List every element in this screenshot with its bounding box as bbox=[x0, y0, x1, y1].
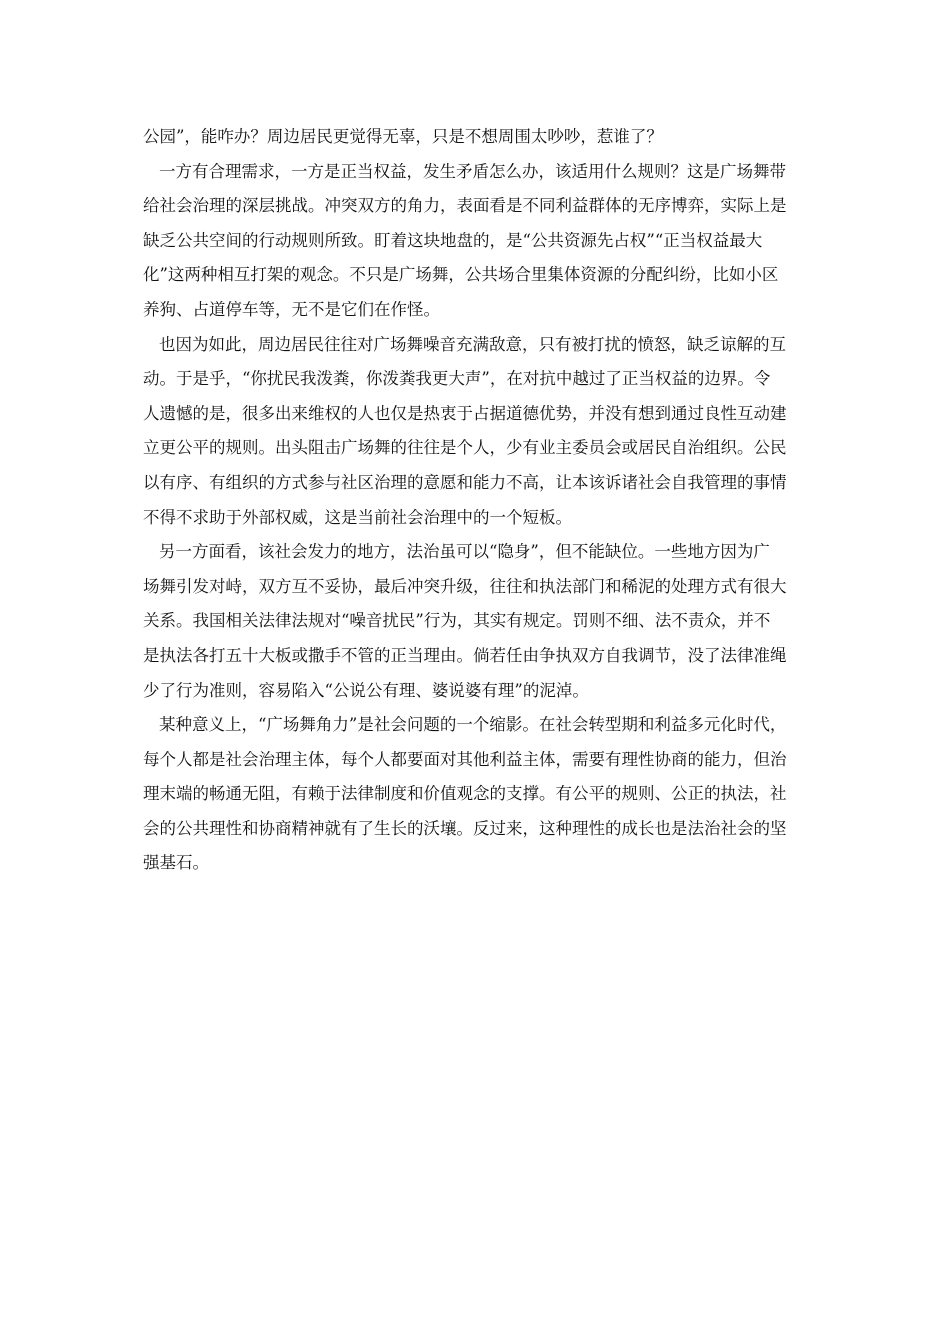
text-line: 以有序、有组织的方式参与社区治理的意愿和能力不高，让本该诉诸社会自我管理的事情 bbox=[143, 472, 787, 492]
paragraph-first-line: 另一方面看，该社会发力的地方，法治虽可以“隐身”，但不能缺位。一些地方因为广 bbox=[159, 542, 770, 562]
text-line: 公园”，能咋办？周边居民更觉得无辜，只是不想周围太吵吵，惹谁了？ bbox=[143, 127, 663, 146]
text-line: 关系。我国相关法律法规对“噪音扰民”行为，其实有规定。罚则不细、法不责众，并不 bbox=[143, 611, 771, 631]
text-line: 每个人都是社会治理主体，每个人都要面对其他利益主体，需要有理性协商的能力，但治 bbox=[143, 749, 787, 769]
paragraph-first-line: 某种意义上，“广场舞角力”是社会问题的一个缩影。在社会转型期和利益多元化时代， bbox=[159, 715, 787, 735]
paragraph-first-line: 也因为如此，周边居民往往对广场舞噪音充满敌意，只有被打扰的愤怒，缺乏谅解的互 bbox=[159, 334, 786, 354]
text-line: 会的公共理性和协商精神就有了生长的沃壤。反过来，这种理性的成长也是法治社会的坚 bbox=[143, 818, 787, 838]
text-line: 人遗憾的是，很多出来维权的人也仅是热衷于占据道德优势，并没有想到通过良性互动建 bbox=[143, 403, 787, 423]
text-line: 少了行为准则，容易陷入“公说公有理、婆说婆有理”的泥淖。 bbox=[143, 680, 589, 700]
text-line: 理末端的畅通无阻，有赖于法律制度和价值观念的支撑。有公平的规则、公正的执法，社 bbox=[143, 784, 787, 804]
text-line: 给社会治理的深层挑战。冲突双方的角力，表面看是不同利益群体的无序博弈，实际上是 bbox=[143, 196, 787, 216]
text-line: 不得不求助于外部权威，这是当前社会治理中的一个短板。 bbox=[143, 507, 572, 527]
text-line: 立更公平的规则。出头阻击广场舞的往往是个人，少有业主委员会或居民自治组织。公民 bbox=[143, 438, 787, 458]
text-line: 强基石。 bbox=[143, 853, 209, 873]
text-line: 动。于是乎，“你扰民我泼粪，你泼粪我更大声”，在对抗中越过了正当权益的边界。令 bbox=[143, 369, 771, 389]
article-body bbox=[143, 120, 823, 881]
paragraph-first-line: 一方有合理需求，一方是正当权益，发生矛盾怎么办，该适用什么规则？这是广场舞带 bbox=[159, 161, 786, 181]
text-line: 是执法各打五十大板或撒手不管的正当理由。倘若任由争执双方自我调节，没了法律准绳 bbox=[143, 645, 787, 665]
text-line: 养狗、占道停车等，无不是它们在作怪。 bbox=[143, 299, 440, 319]
text-line: 缺乏公共空间的行动规则所致。盯着这块地盘的，是“公共资源先占权”“正当权益最大 bbox=[143, 230, 763, 250]
text-line: 化”这两种相互打架的观念。不只是广场舞，公共场合里集体资源的分配纠纷，比如小区 bbox=[143, 265, 779, 285]
text-line: 场舞引发对峙，双方互不妥协，最后冲突升级，往往和执法部门和稀泥的处理方式有很大 bbox=[143, 576, 787, 596]
